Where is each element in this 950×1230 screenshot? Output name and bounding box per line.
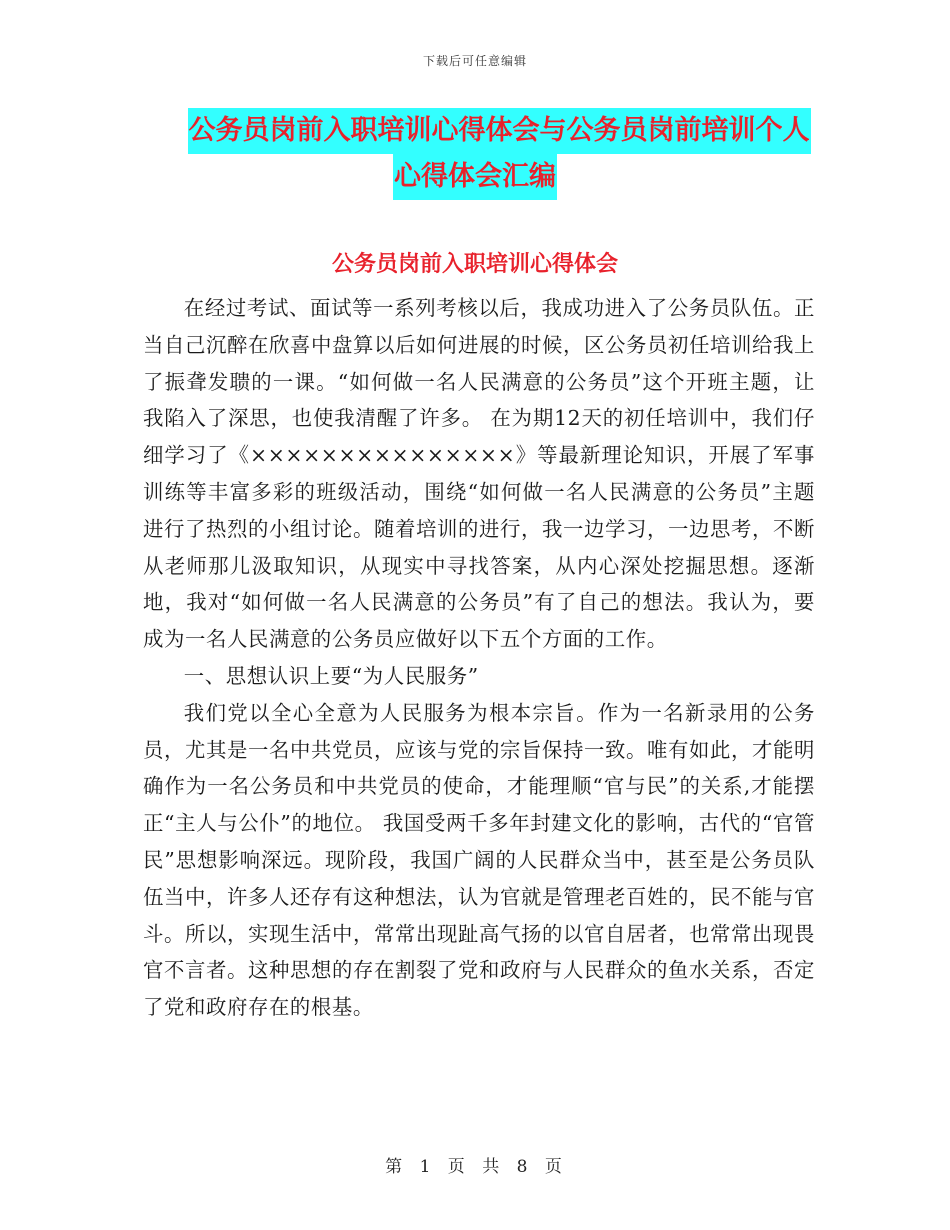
paragraph-point-1: 我们党以全心全意为人民服务为根本宗旨。作为一名新录用的公务员，尤其是一名中共党员，应该与党的宗旨保持一致。唯有如此，才能明确作为一名公务员和中共党员的使命，才能理顺“官与民”的关系,才能摆正“主人与公仆”的地位。 我国受两千多年封建文化的影响，古代的“官管民”思想影响深远。现阶段，我国广阔的人民群众当中，甚至是公务员队伍当中，许多人还存有这种想法，认为官就是管理老百姓的，民不能与官斗。所以，实现生活中，常常出现趾高气扬的以官自居者，也常常出现畏官不言者。这种思想的存在割裂了党和政府与人民群众的鱼水关系，否定了党和政府存在的根基。	[143, 700, 815, 1020]
subheading-point-1: 一、思想认识上要“为人民服务”	[183, 663, 479, 688]
document-title-line-1: 公务员岗前入职培训心得体会与公务员岗前培训个人	[188, 108, 811, 154]
header-note: 下载后可任意编辑	[422, 54, 527, 68]
document-body	[143, 290, 815, 1026]
paragraph-intro: 在经过考试、面试等一系列考核以后，我成功进入了公务员队伍。正当自己沉醉在欣喜中盘算以后如何进展的时候，区公务员初任培训给我上了振聋发聩的一课。“如何做一名人民满意的公务员”这个开班主题，让我陷入了深思，也使我清醒了许多。 在为期12天的初任培训中，我们仔细学习了《×××××××××××××××》等最新理论知识，开展了军事训练等丰富多彩的班级活动，围绕“如何做一名人民满意的公务员”主题进行了热烈的小组讨论。随着培训的进行，我一边学习，一边思考，不断从老师那儿汲取知识，从现实中寻找答案，从内心深处挖掘思想。逐渐地，我对“如何做一名人民满意的公务员”有了自己的想法。我认为，要成为一名人民满意的公务员应做好以下五个方面的工作。	[143, 296, 815, 652]
section-title: 公务员岗前入职培训心得体会	[331, 252, 618, 277]
document-title-line-2: 心得体会汇编	[393, 154, 557, 200]
page-number-footer: 第 1 页 共 8 页	[385, 1157, 565, 1177]
document-title	[0, 108, 950, 200]
